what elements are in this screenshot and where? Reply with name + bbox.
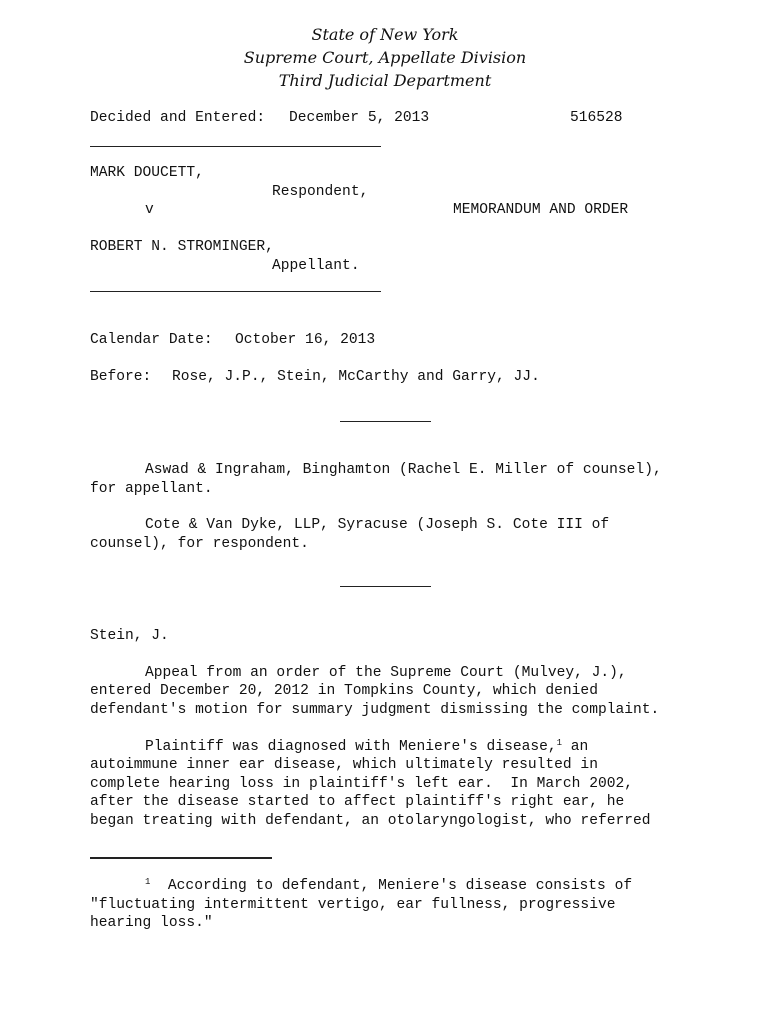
footnote-line [145,877,632,897]
body-line: began treating with defendant, an otolaryngologist, who referred [90,813,651,829]
footnote-rule [90,857,272,859]
respondent-counsel: Cote & Van Dyke, LLP, Syracuse (Joseph S. Cote III of [145,517,610,533]
decided-date: December 5, 2013 [289,110,430,126]
body-line: entered December 20, 2012 in Tompkins County, which denied [90,683,598,699]
before-label: Before: [90,369,152,385]
appellant-counsel-cont: for appellant. [90,481,213,497]
court-department: Third Judicial Department [278,71,492,90]
versus: v [145,202,154,218]
opinion-author: Stein, J. [90,628,169,644]
defendant-role: Appellant. [272,258,360,274]
body-line: Appeal from an order of the Supreme Court (Mulvey, J.), [145,665,627,681]
plaintiff-name: MARK DOUCETT, [90,165,204,181]
footnote-marker: 1 [145,877,151,887]
section-separator [340,421,431,422]
footnote-line: "fluctuating intermittent vertigo, ear fullness, progressive [90,897,616,913]
body-text: Plaintiff was diagnosed with Meniere's disease, [145,739,557,755]
body-text: an [562,739,589,755]
docket-number: 516528 [570,110,623,126]
footnote-text: According to defendant, Meniere's disease consists of [167,878,633,894]
appellant-counsel: Aswad & Ingraham, Binghamton (Rachel E. Miller of counsel), [145,462,662,478]
respondent-counsel-cont: counsel), for respondent. [90,536,309,552]
calendar-date: October 16, 2013 [235,332,376,348]
body-line [145,738,588,758]
section-separator [340,586,431,587]
caption-bottom-rule [90,291,381,292]
footnote-reference: 1 [556,738,563,748]
plaintiff-role: Respondent, [272,184,369,200]
court-name: Supreme Court, Appellate Division [243,48,527,67]
defendant-name: ROBERT N. STROMINGER, [90,239,274,255]
body-line: autoimmune inner ear disease, which ultimately resulted in [90,757,598,773]
body-line: defendant's motion for summary judgment dismissing the complaint. [90,702,660,718]
document-type: MEMORANDUM AND ORDER [453,202,629,218]
calendar-label: Calendar Date: [90,332,213,348]
footnote-line: hearing loss." [90,915,213,931]
court-state: State of New York [311,25,459,44]
body-line: complete hearing loss in plaintiff's left ear. In March 2002, [90,776,633,792]
decided-label: Decided and Entered: [90,110,266,126]
before-judges: Rose, J.P., Stein, McCarthy and Garry, JJ. [172,369,540,385]
body-line: after the disease started to affect plaintiff's right ear, he [90,794,625,810]
caption-top-rule [90,146,381,147]
